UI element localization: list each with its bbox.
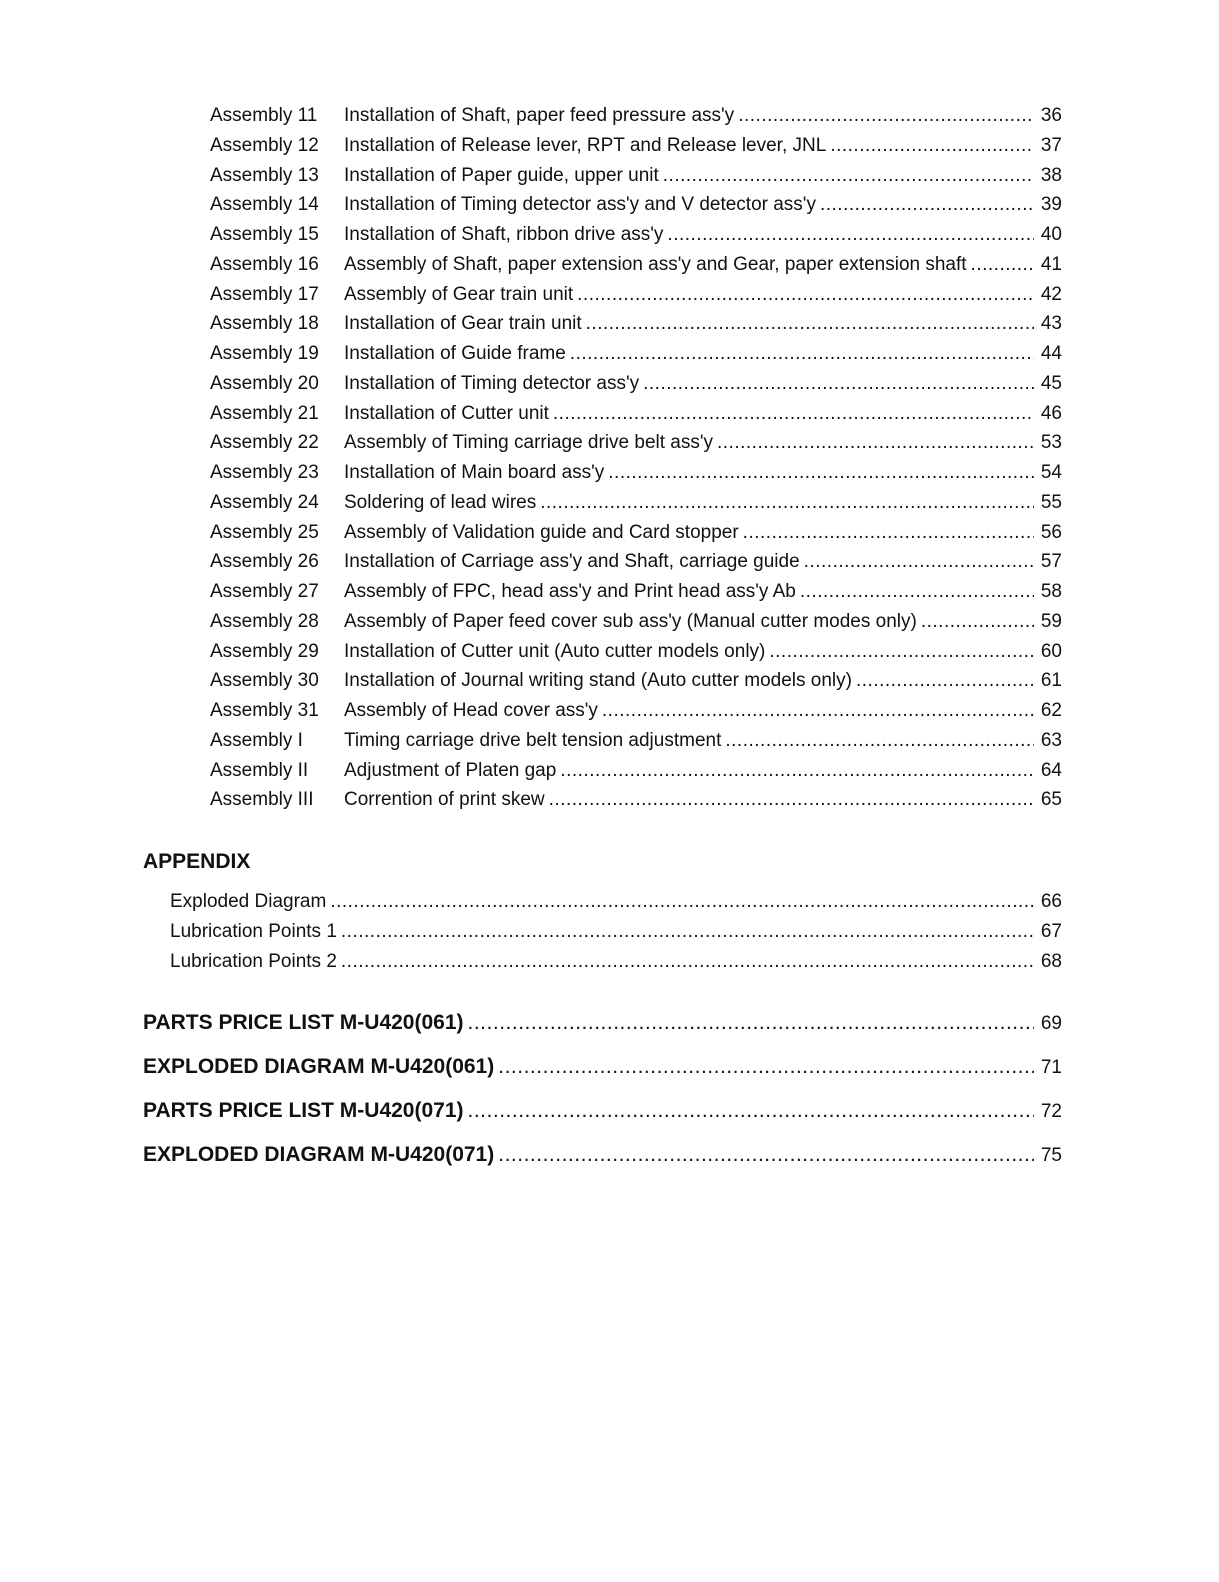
toc-entry[interactable] [210, 313, 1062, 343]
appendix-heading: APPENDIX [143, 850, 251, 873]
entry-title: PARTS PRICE LIST M-U420(061) [143, 1011, 464, 1034]
entry-label: Assembly 21 [210, 402, 319, 424]
toc-entry[interactable] [210, 224, 1062, 254]
toc-entry[interactable] [210, 670, 1062, 700]
toc-entry[interactable] [210, 165, 1062, 195]
toc-entry[interactable] [210, 641, 1062, 671]
entry-title: Adjustment of Platen gap [344, 759, 557, 781]
entry-label: Assembly 17 [210, 283, 319, 305]
entry-page: 72 [1040, 1101, 1062, 1122]
entry-page: 37 [1040, 134, 1062, 156]
dot-leader [549, 789, 1034, 811]
entry-label: Assembly II [210, 759, 309, 781]
entry-label: Assembly 26 [210, 551, 319, 573]
entry-label: Assembly 13 [210, 164, 319, 186]
entry-title: Assembly of Validation guide and Card stopper [344, 521, 739, 543]
dot-leader [570, 343, 1034, 365]
toc-entry[interactable] [210, 284, 1062, 314]
assembly-list [210, 105, 1062, 819]
appendix-entry[interactable] [170, 921, 1062, 951]
entry-page: 58 [1040, 581, 1062, 602]
entry-label: Assembly I [210, 729, 303, 751]
entry-page: 40 [1040, 224, 1062, 245]
entry-title: Corrention of print skew [344, 789, 545, 811]
dot-leader [769, 641, 1034, 663]
entry-title: Assembly of Paper feed cover sub ass'y (Manual cutter modes only) [344, 610, 917, 632]
toc-entry[interactable] [210, 194, 1062, 224]
entry-label: Assembly 22 [210, 432, 319, 454]
entry-label: Assembly 23 [210, 462, 319, 483]
appendix-entry[interactable] [170, 951, 1062, 981]
dot-leader [577, 284, 1034, 306]
dot-leader [586, 313, 1034, 335]
dot-leader [663, 165, 1034, 187]
dot-leader [643, 373, 1034, 395]
entry-label: Assembly 15 [210, 224, 319, 245]
entry-title: Assembly of Head cover ass'y [344, 700, 598, 721]
toc-entry[interactable] [210, 730, 1062, 760]
dot-leader [608, 462, 1034, 484]
entry-title: Lubrication Points 1 [170, 920, 337, 942]
toc-entry[interactable] [210, 135, 1062, 165]
entry-label: Assembly 20 [210, 372, 319, 394]
entry-page: 45 [1040, 372, 1062, 394]
entry-label: Assembly 27 [210, 581, 319, 602]
entry-page: 64 [1040, 759, 1062, 781]
entry-label: Assembly 28 [210, 610, 319, 632]
toc-entry[interactable] [210, 254, 1062, 284]
entry-page: 43 [1040, 313, 1062, 335]
dot-leader [856, 670, 1034, 692]
toc-entry[interactable] [210, 492, 1062, 522]
entry-label: Assembly 24 [210, 491, 319, 513]
entry-title: Installation of Cutter unit (Auto cutter models only) [344, 640, 766, 662]
entry-label: Assembly 12 [210, 134, 319, 156]
parts-list [143, 1011, 1062, 1187]
entry-page: 55 [1040, 491, 1062, 513]
dot-leader [717, 432, 1034, 454]
entry-label: Assembly 31 [210, 700, 319, 721]
toc-entry[interactable] [210, 403, 1062, 433]
entry-title: Lubrication Points 2 [170, 950, 337, 972]
toc-entry[interactable] [210, 373, 1062, 403]
dot-leader [553, 403, 1034, 425]
toc-entry[interactable] [210, 760, 1062, 790]
entry-page: 44 [1040, 343, 1062, 364]
dot-leader [830, 135, 1034, 157]
entry-title: EXPLODED DIAGRAM M-U420(071) [143, 1143, 495, 1166]
entry-page: 67 [1040, 920, 1062, 942]
appendix-list [170, 891, 1062, 980]
entry-title: Assembly of FPC, head ass'y and Print head ass'y Ab [344, 581, 796, 602]
entry-page: 39 [1040, 194, 1062, 216]
dot-leader [804, 551, 1034, 573]
dot-leader [330, 891, 1034, 913]
entry-page: 57 [1040, 551, 1062, 573]
toc-entry[interactable] [210, 789, 1062, 819]
entry-page: 61 [1040, 670, 1062, 692]
entry-title: Exploded Diagram [170, 891, 327, 912]
entry-page: 56 [1040, 521, 1062, 543]
toc-entry[interactable] [210, 105, 1062, 135]
entry-page: 42 [1040, 283, 1062, 305]
toc-entry[interactable] [210, 432, 1062, 462]
parts-entry[interactable] [143, 1143, 1062, 1187]
entry-label: Assembly 29 [210, 640, 319, 662]
entry-page: 41 [1040, 253, 1062, 275]
dot-leader [820, 194, 1034, 216]
entry-title: Assembly of Gear train unit [344, 283, 574, 305]
entry-label: Assembly 11 [210, 105, 318, 126]
entry-title: Timing carriage drive belt tension adjustment [344, 729, 722, 751]
entry-title: Assembly of Shaft, paper extension ass'y and Gear, paper extension shaft [344, 253, 967, 275]
entry-page: 46 [1040, 402, 1062, 424]
toc-entry[interactable] [210, 462, 1062, 492]
entry-title: Installation of Cutter unit [344, 402, 549, 424]
entry-page: 66 [1040, 891, 1062, 912]
entry-label: Assembly 19 [210, 343, 319, 364]
entry-page: 65 [1040, 789, 1062, 811]
entry-label: Assembly 16 [210, 253, 319, 275]
entry-page: 36 [1040, 105, 1062, 126]
dot-leader [498, 1055, 1034, 1079]
entry-label: Assembly 30 [210, 670, 319, 692]
entry-title: Installation of Main board ass'y [344, 462, 605, 483]
entry-title: Installation of Release lever, RPT and Release lever, JNL [344, 134, 827, 156]
entry-page: 59 [1040, 610, 1062, 632]
entry-title: Installation of Gear train unit [344, 313, 582, 335]
entry-title: Soldering of lead wires [344, 491, 537, 513]
dot-leader [921, 611, 1034, 633]
dot-leader [341, 951, 1034, 973]
parts-entry[interactable] [143, 1055, 1062, 1099]
entry-page: 63 [1040, 729, 1062, 751]
toc-entry[interactable] [210, 551, 1062, 581]
entry-title: PARTS PRICE LIST M-U420(071) [143, 1099, 464, 1122]
entry-label: Assembly 14 [210, 194, 319, 216]
entry-title: Installation of Timing detector ass'y [344, 372, 640, 394]
entry-title: Installation of Journal writing stand (Auto cutter models only) [344, 670, 852, 692]
entry-page: 60 [1040, 640, 1062, 662]
entry-label: Assembly 18 [210, 313, 319, 335]
entry-title: EXPLODED DIAGRAM M-U420(061) [143, 1055, 495, 1078]
dot-leader [341, 921, 1034, 943]
parts-entry[interactable] [143, 1011, 1062, 1055]
entry-page: 62 [1040, 700, 1062, 721]
entry-page: 53 [1040, 432, 1062, 454]
dot-leader [602, 700, 1034, 722]
appendix-entry[interactable] [170, 891, 1062, 921]
dot-leader [498, 1143, 1034, 1167]
dot-leader [468, 1099, 1034, 1123]
entry-title: Installation of Guide frame [344, 343, 566, 364]
entry-title: Assembly of Timing carriage drive belt ass'y [344, 432, 713, 454]
dot-leader [971, 254, 1034, 276]
entry-label: Assembly III [210, 789, 314, 811]
entry-title: Installation of Timing detector ass'y and V detector ass'y [344, 194, 816, 216]
toc-entry[interactable] [210, 700, 1062, 730]
entry-page: 69 [1040, 1013, 1062, 1034]
toc-entry[interactable] [210, 522, 1062, 552]
entry-page: 71 [1040, 1057, 1062, 1078]
entry-page: 54 [1040, 462, 1062, 483]
dot-leader [738, 105, 1034, 127]
dot-leader [560, 760, 1034, 782]
dot-leader [800, 581, 1034, 603]
dot-leader [667, 224, 1034, 246]
entry-label: Assembly 25 [210, 521, 319, 543]
dot-leader [743, 522, 1034, 544]
dot-leader [468, 1011, 1034, 1035]
toc-entry[interactable] [210, 581, 1062, 611]
entry-page: 38 [1040, 164, 1062, 186]
dot-leader [725, 730, 1034, 752]
entry-title: Installation of Carriage ass'y and Shaft, carriage guide [344, 551, 800, 573]
toc-entry[interactable] [210, 611, 1062, 641]
toc-entry[interactable] [210, 343, 1062, 373]
entry-title: Installation of Shaft, ribbon drive ass'y [344, 224, 664, 245]
entry-page: 75 [1040, 1145, 1062, 1166]
dot-leader [540, 492, 1034, 514]
entry-page: 68 [1040, 950, 1062, 972]
entry-title: Installation of Paper guide, upper unit [344, 164, 659, 186]
entry-title: Installation of Shaft, paper feed pressure ass'y [344, 105, 735, 126]
parts-entry[interactable] [143, 1099, 1062, 1143]
